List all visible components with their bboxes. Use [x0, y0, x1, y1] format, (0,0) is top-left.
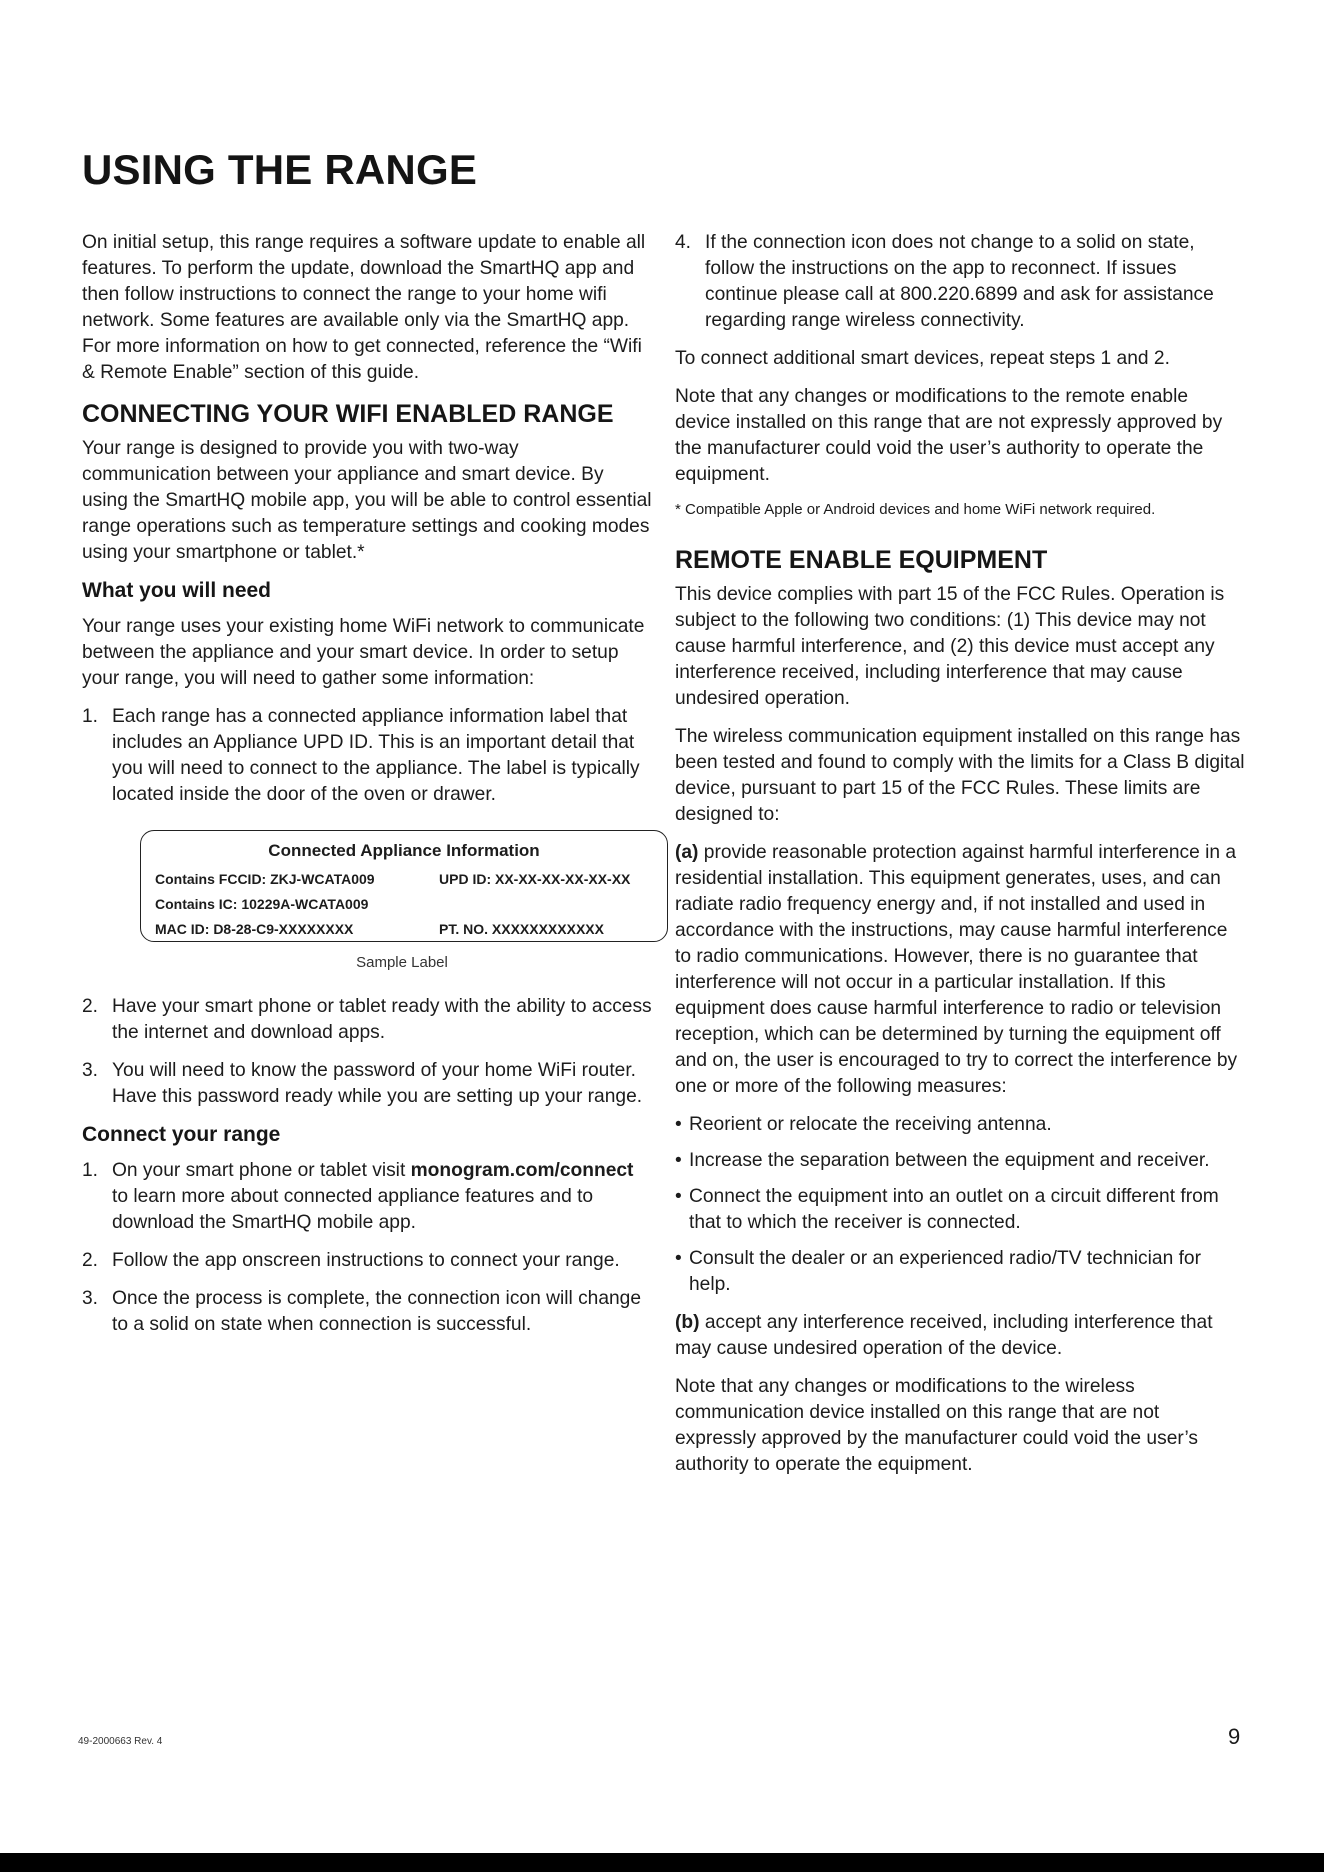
- list-item: [675, 1148, 1245, 1174]
- bullet-icon: •: [675, 1248, 682, 1269]
- clause-b-text: accept any interference received, including interference that may cause undesired operation of the device.: [675, 1312, 1213, 1359]
- compatibility-footnote: * Compatible Apple or Android devices and home WiFi network required.: [675, 501, 1156, 518]
- bullet-icon: •: [675, 1186, 682, 1207]
- step-text: If the connection icon does not change to a solid on state, follow the instructions on the app to reconnect. If issues continue please call at 800.220.6899 and ask for assistance regarding range wireless connectivity.: [705, 232, 1214, 331]
- intro-paragraph: On initial setup, this range requires a software update to enable all features. To perform the update, download the SmartHQ app and then follow instructions to connect the range to your home wifi network. Some features are available only via the SmartHQ app. For more information on how to get connected, reference the “Wifi & Remote Enable” section of this guide.: [82, 232, 646, 383]
- list-item: [675, 1112, 1245, 1138]
- list-item: [675, 1184, 1245, 1236]
- step-number: 1.: [82, 1160, 99, 1181]
- clause-a-label: (a): [675, 842, 699, 863]
- label-upd-id: UPD ID: XX-XX-XX-XX-XX-XX: [439, 871, 631, 887]
- bullet-icon: •: [675, 1150, 682, 1171]
- clause-a-text: provide reasonable protection against harmful interference in a residential installation. This equipment generates, uses, and can radiate radio frequency energy and, if not installed and used in accordance with the instructions, may cause harmful interference to radio communications. However, there is no guarantee that interference will not occur in a particular installation. If this equipment does cause harmful interference to radio or television reception, which can be determined by turning the equipment off and on, the user is encouraged to try to correct the interference by one or more of the following measures:: [675, 842, 1238, 1097]
- list-item: [82, 1058, 652, 1110]
- list-item: [82, 1158, 652, 1236]
- clause-a-paragraph: [675, 840, 1245, 1100]
- label-fccid: Contains FCCID: ZKJ-WCATA009: [155, 871, 375, 887]
- remote-enable-heading: REMOTE ENABLE EQUIPMENT: [675, 546, 1048, 574]
- list-item: [675, 1246, 1245, 1298]
- list-item: [82, 1286, 652, 1338]
- sample-label-box: [140, 830, 668, 942]
- fcc-compliance-paragraph: This device complies with part 15 of the FCC Rules. Operation is subject to the following two conditions: (1) This device may not cause harmful interference, and (2) this device must accept any interference received, including interference that may cause undesired operation.: [675, 584, 1225, 709]
- bullet-text: Consult the dealer or an experienced radio/TV technician for help.: [689, 1248, 1201, 1295]
- connecting-paragraph: Your range is designed to provide you with two-way communication between your appliance and smart device. By using the SmartHQ mobile app, you will be able to control essential range operations such as temperature settings and cooking modes using your smartphone or tablet.*: [82, 438, 652, 563]
- scan-bottom-edge: [0, 1853, 1324, 1872]
- step-number: 3.: [82, 1288, 99, 1309]
- step-number: 2.: [82, 996, 99, 1017]
- bullet-text: Connect the equipment into an outlet on a circuit different from that to which the receiver is connected.: [689, 1186, 1219, 1233]
- connecting-heading: CONNECTING YOUR WIFI ENABLED RANGE: [82, 400, 614, 428]
- list-item: [82, 994, 652, 1046]
- bullet-text: Reorient or relocate the receiving antenna.: [689, 1114, 1052, 1135]
- step-number: 2.: [82, 1250, 99, 1271]
- list-item: [82, 1248, 652, 1274]
- need-heading: What you will need: [82, 579, 272, 602]
- step-text: Follow the app onscreen instructions to connect your range.: [112, 1250, 620, 1271]
- additional-devices-paragraph: To connect additional smart devices, repeat steps 1 and 2.: [675, 348, 1170, 369]
- bullet-text: Increase the separation between the equipment and receiver.: [689, 1150, 1210, 1171]
- step-text: You will need to know the password of your home WiFi router. Have this password ready while you are setting up your range.: [112, 1060, 643, 1107]
- connect-steps-list: [82, 1158, 652, 1338]
- page-title: USING THE RANGE: [82, 146, 478, 193]
- step-text: Once the process is complete, the connection icon will change to a solid on state when connection is successful.: [112, 1288, 642, 1335]
- connect-heading: Connect your range: [82, 1123, 281, 1146]
- measures-list: [675, 1112, 1245, 1298]
- label-mac-id: MAC ID: D8-28-C9-XXXXXXXX: [155, 921, 354, 937]
- page-number: 9: [1228, 1724, 1241, 1749]
- right-column: [675, 230, 1245, 1490]
- need-steps-list: [82, 704, 652, 1110]
- label-ic: Contains IC: 10229A-WCATA009: [155, 896, 369, 912]
- sample-label-caption: Sample Label: [356, 954, 448, 971]
- step-text: Have your smart phone or tablet ready with the ability to access the internet and download apps.: [112, 996, 652, 1043]
- tested-paragraph: The wireless communication equipment installed on this range has been tested and found to comply with the limits for a Class B digital device, pursuant to part 15 of the FCC Rules. These limits are designed to:: [675, 726, 1245, 825]
- list-item: [82, 704, 652, 976]
- step-text-post: to learn more about connected appliance features and to download the SmartHQ mobile app.: [112, 1186, 594, 1233]
- clause-b-label: (b): [675, 1312, 700, 1333]
- need-paragraph: Your range uses your existing home WiFi network to communicate between the appliance and your smart device. In order to setup your range, you will need to gather some information:: [82, 616, 645, 689]
- step-text-pre: On your smart phone or tablet visit: [112, 1160, 411, 1181]
- label-part-number: PT. NO. XXXXXXXXXXXX: [439, 921, 604, 937]
- step-number: 1.: [82, 706, 99, 727]
- label-title: Connected Appliance Information: [268, 841, 540, 860]
- step-number: 4.: [675, 232, 692, 253]
- document-number: 49-2000663 Rev. 4: [78, 1736, 163, 1747]
- wireless-modification-note: Note that any changes or modifications to the wireless communication device installed on this range that are not expressly approved by the manufacturer could void the user’s authority to operate the equipment.: [675, 1376, 1198, 1475]
- step-text: Each range has a connected appliance information label that includes an Appliance UPD ID. This is an important detail that you will need to connect to the appliance. The label is typically located inside the door of the oven or drawer.: [112, 706, 640, 805]
- connect-url-link[interactable]: monogram.com/connect: [410, 1160, 634, 1181]
- left-column: [82, 230, 652, 1350]
- list-item: [675, 230, 1245, 334]
- bullet-icon: •: [675, 1114, 682, 1135]
- step-number: 3.: [82, 1060, 99, 1081]
- modification-note: Note that any changes or modifications to the remote enable device installed on this range that are not expressly approved by the manufacturer could void the user’s authority to operate the equipment.: [675, 386, 1223, 485]
- clause-b-paragraph: [675, 1310, 1245, 1362]
- connect-steps-continued: [675, 230, 1245, 334]
